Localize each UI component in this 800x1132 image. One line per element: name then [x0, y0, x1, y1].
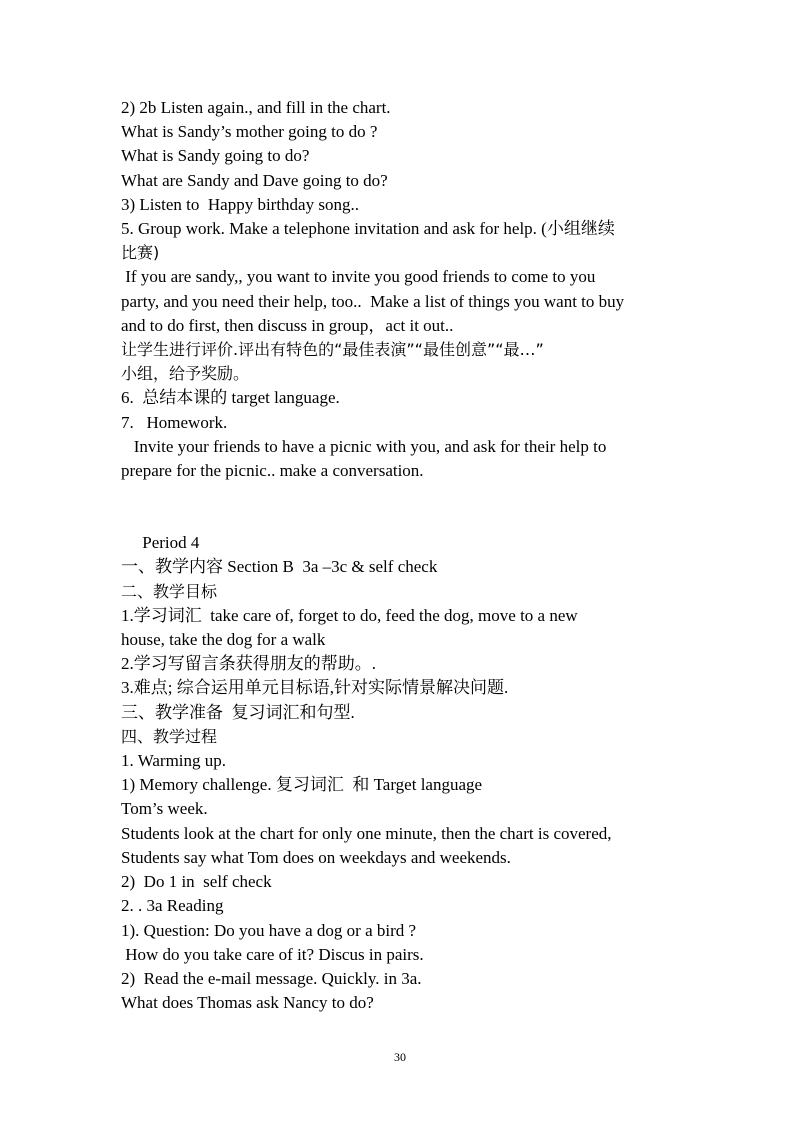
text-line: 一、教学内容 Section B 3a –3c & self check [121, 557, 438, 577]
text-line: 2) Do 1 in self check [121, 872, 272, 892]
text-line: What is Sandy going to do? [121, 146, 310, 166]
text-line: Invite your friends to have a picnic with you, and ask for their help to [121, 436, 607, 456]
text-line: 6. 总结本课的 target language. [121, 388, 340, 408]
text-line: What are Sandy and Dave going to do? [121, 170, 388, 190]
text-line: 比赛) [121, 243, 160, 263]
text-line: 2. . 3a Reading [121, 896, 224, 916]
text-line: 三、教学准备 复习词汇和句型. [121, 702, 355, 722]
text-line: house, take the dog for a walk [121, 630, 326, 650]
text-line: 3) Listen to Happy birthday song.. [121, 194, 359, 214]
text-line: 1. Warming up. [121, 751, 227, 771]
text-line: 1) Memory challenge. 复习词汇 和 Target language [121, 775, 483, 795]
text-line: party, and you need their help, too.. Make a list of things you want to buy [121, 291, 625, 311]
text-line: 二、教学目标 [121, 581, 218, 601]
text-line: 1). Question: Do you have a dog or a bird ? [121, 920, 417, 940]
period-heading: Period 4 [121, 533, 200, 553]
text-line: 2) 2b Listen again., and fill in the chart. [121, 98, 391, 117]
text-line: What does Thomas ask Nancy to do? [121, 993, 374, 1013]
text-line: What is Sandy’s mother going to do ? [121, 122, 378, 142]
text-line: Students say what Tom does on weekdays and weekends. [121, 847, 511, 867]
section-top [121, 96, 691, 483]
text-line: prepare for the picnic.. make a conversation. [121, 461, 424, 481]
text-line: Tom’s week. [121, 799, 208, 819]
document-body [121, 96, 691, 1015]
text-line: 让学生进行评价.评出有特色的“最佳表演”“最佳创意”“最…” [121, 340, 544, 360]
section-gap [121, 483, 691, 531]
section-period-4 [121, 531, 691, 1015]
text-line: 5. Group work. Make a telephone invitation and ask for help. (小组继续 [121, 219, 615, 239]
text-line: 7. Homework. [121, 412, 228, 432]
text-line: 2.学习写留言条获得朋友的帮助。. [121, 654, 376, 674]
text-line: 3.难点; 综合运用单元目标语,针对实际情景解决问题. [121, 678, 509, 698]
text-line: and to do first, then discuss in group，act it out.. [121, 315, 454, 335]
text-line: If you are sandy,, you want to invite you good friends to come to you [121, 267, 596, 287]
text-line: 四、教学过程 [121, 726, 218, 746]
text-line: How do you take care of it? Discus in pairs. [121, 944, 424, 964]
page-number: 30 [394, 1050, 406, 1064]
text-line: 2) Read the e-mail message. Quickly. in 3a. [121, 968, 422, 988]
text-line: Students look at the chart for only one minute, then the chart is covered, [121, 823, 612, 843]
text-line: 1.学习词汇 take care of, forget to do, feed the dog, move to a new [121, 605, 578, 625]
text-line: 小组，给予奖励。 [121, 364, 250, 384]
